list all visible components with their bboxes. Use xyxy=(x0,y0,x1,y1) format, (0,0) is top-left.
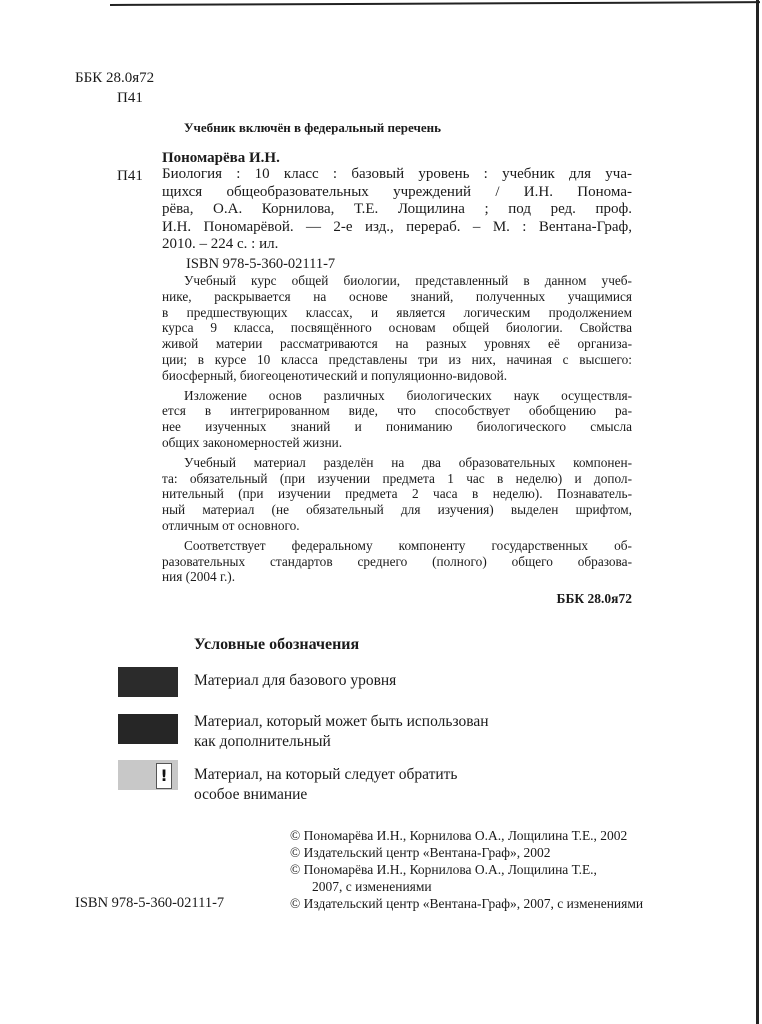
bib-line: И.Н. Пономарёвой. — 2-е изд., перераб. – М. : Вентана-Граф, xyxy=(162,218,632,235)
author-index-code: П41 xyxy=(117,90,143,106)
author-name: Пономарёва И.Н. xyxy=(162,150,280,166)
additional-material-swatch xyxy=(118,714,178,744)
annotation-line: Учебный курс общей биологии, представленный в данном учеб- xyxy=(184,273,632,288)
annotation-line: Учебный материал разделён на два образовательных компонен- xyxy=(184,454,632,470)
copyright-line: 2007, с изменениями xyxy=(312,879,432,894)
legend-text-line: как дополнительный xyxy=(194,733,331,750)
attention-swatch xyxy=(118,760,178,790)
annotation-line: разовательных стандартов среднего (полного) общего образова- xyxy=(162,553,632,569)
page-edge-right xyxy=(756,0,759,1024)
legend-text-line: особое внимание xyxy=(194,786,308,803)
author-index-code-2: П41 xyxy=(117,168,143,184)
bibliographic-description xyxy=(162,166,632,254)
federal-list-notice: Учебник включён в федеральный перечень xyxy=(184,120,441,135)
bib-line: 2010. – 224 с. : ил. xyxy=(162,236,279,253)
legend-basic-level xyxy=(194,671,396,691)
annotation-line: общих закономерностей жизни. xyxy=(162,434,343,450)
annotation-line: нее изученных знаний и пониманию биологического смысла xyxy=(162,419,632,435)
annotation-line: Соответствует федеральному компоненту государственных об- xyxy=(184,537,632,553)
legend-text-line: Материал, который может быть использован xyxy=(194,713,489,730)
copyright-line: © Издательский центр «Вентана-Граф», 2002 xyxy=(290,845,551,860)
legend-text-line: Материал для базового уровня xyxy=(194,672,397,689)
annotation xyxy=(162,273,632,585)
legend-title: Условные обозначения xyxy=(194,636,360,653)
annotation-line: та: обязательный (при изучении предмета 1 час в неделю) и допол- xyxy=(162,470,632,486)
bib-line: Биология : 10 класс : базовый уровень : учебник для уча- xyxy=(162,166,632,182)
legend-attention xyxy=(194,765,457,805)
legend-text-line: Материал, на который следует обратить xyxy=(194,766,458,783)
legend-additional-material xyxy=(194,712,489,752)
annotation-line: ется в интегрированном виде, что способствует обобщению ра- xyxy=(162,403,632,419)
annotation-line: в предшествующих классах, и является логическим продолжением xyxy=(162,304,632,320)
annotation-line: ции; в курсе 10 класса представлены три из них, начиная с высшего: xyxy=(162,351,632,367)
basic-level-swatch xyxy=(118,667,178,697)
isbn-bottom: ISBN 978-5-360-02111-7 xyxy=(75,895,225,911)
copyright-line: © Издательский центр «Вентана-Граф», 2007, с изменениями xyxy=(290,896,644,911)
annotation-line: биосферный, биогеоценотический и популяционно-видовой. xyxy=(162,367,508,383)
exclamation-icon: ! xyxy=(156,763,172,789)
copyright-line: © Пономарёва И.Н., Корнилова О.А., Лощилина Т.Е., 2002 xyxy=(290,828,628,843)
bbk-code: ББК 28.0я72 xyxy=(75,70,155,86)
annotation-line: нике, раскрывается на основе знаний, полученных учащимися xyxy=(162,288,632,304)
annotation-line: нительный (при изучении предмета 2 часа в неделю). Познаватель- xyxy=(162,486,632,502)
bib-line: щихся общеобразовательных учреждений / И.Н. Пономa- xyxy=(162,183,632,200)
annotation-line: ный материал (не обязательный для изучения) выделен шрифтом, xyxy=(162,502,632,518)
isbn-top: ISBN 978-5-360-02111-7 xyxy=(186,256,336,272)
copyright-line: © Пономарёва И.Н., Корнилова О.А., Лощилина Т.Е., xyxy=(290,862,597,877)
page-edge-top xyxy=(110,1,760,6)
bib-line: рёва, О.А. Корнилова, Т.Е. Лощилина ; под ред. проф. xyxy=(162,201,632,218)
annotation-line: ния (2004 г.). xyxy=(162,569,236,585)
annotation-line: курса 9 класса, посвящённого основам общей биологии. Свойства xyxy=(162,320,632,336)
copyright-block xyxy=(290,827,643,912)
annotation-line: отличным от основного. xyxy=(162,517,300,533)
bbk-code-right: ББК 28.0я72 xyxy=(556,591,632,606)
annotation-line: Изложение основ различных биологических наук осуществля- xyxy=(184,387,632,403)
annotation-line: живой материи рассматриваются на разных уровнях её организа- xyxy=(162,336,632,352)
